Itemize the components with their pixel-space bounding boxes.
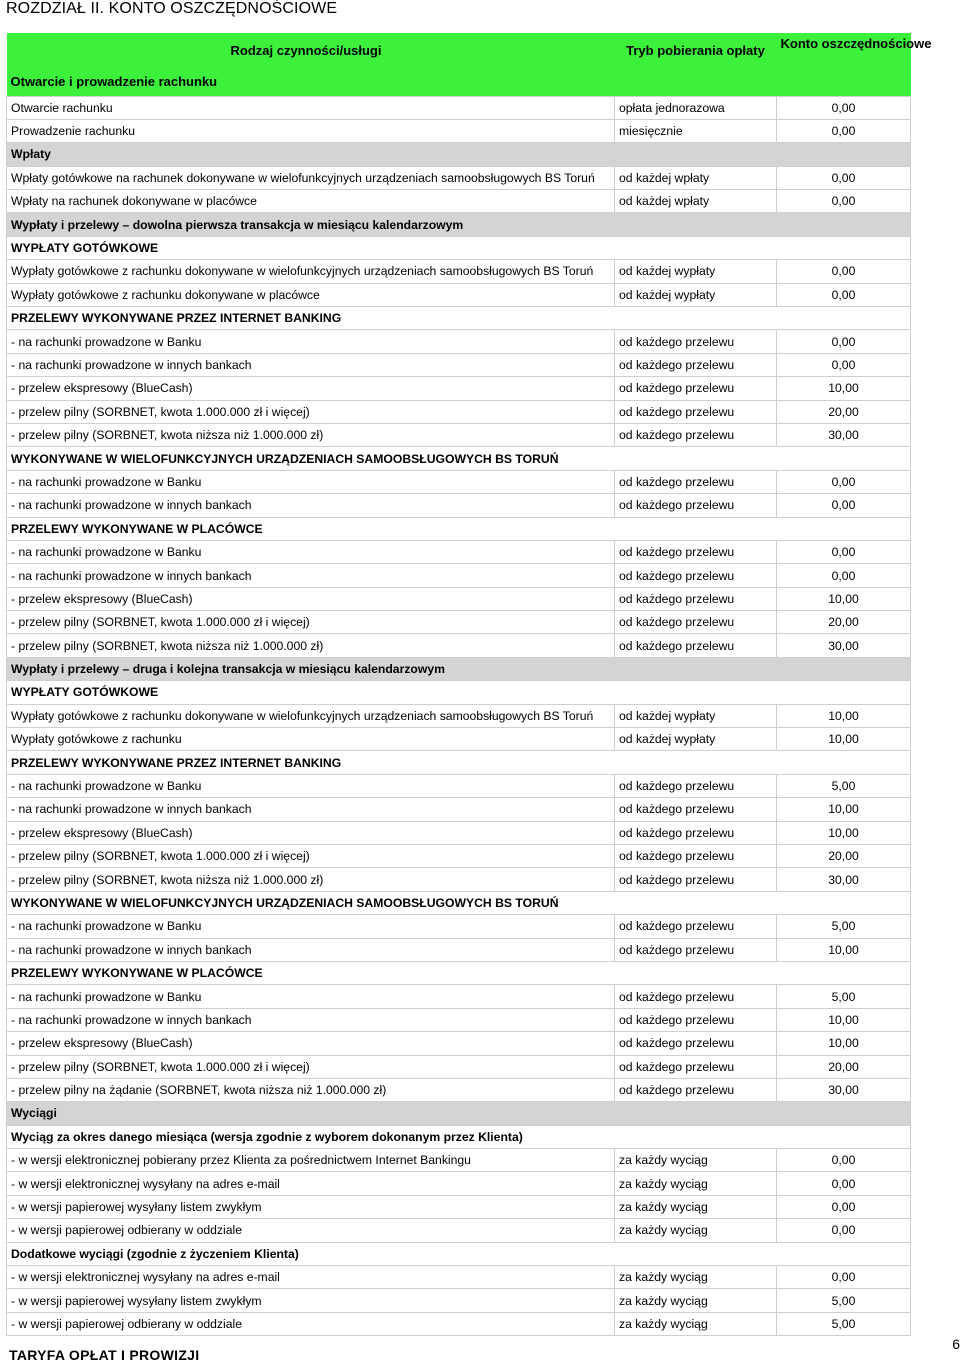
row-label: Prowadzenie rachunku [7,119,607,142]
row-mode: od każdego przelewu [615,868,777,891]
row-value: 5,00 [777,985,911,1008]
section-title: Wypłaty i przelewy – druga i kolejna transakcja w miesiącu kalendarzowym [7,657,911,680]
row-label: - przelew pilny (SORBNET, kwota 1.000.000 zł i więcej) [7,400,607,423]
row-label: - na rachunki prowadzone w innych bankach [7,798,607,821]
row-value: 0,00 [777,166,911,189]
subsection-title: WYPŁATY GOTÓWKOWE [7,236,911,259]
row-spacer [607,423,615,446]
row-spacer [607,494,615,517]
row-label: Wpłaty na rachunek dokonywane w placówce [7,190,607,213]
row-spacer [607,985,615,1008]
row-value: 0,00 [777,353,911,376]
row-mode: za każdy wyciąg [615,1149,777,1172]
row-value: 30,00 [777,868,911,891]
row-label: - przelew pilny na żądanie (SORBNET, kwota niższa niż 1.000.000 zł) [7,1078,607,1101]
row-spacer [607,377,615,400]
row-value: 0,00 [777,260,911,283]
row-value: 20,00 [777,611,911,634]
row-label: - na rachunki prowadzone w Banku [7,540,607,563]
table-row [7,1266,911,1289]
table-row [7,96,911,119]
table-row [7,540,911,563]
section-header [7,1102,911,1125]
row-mode: od każdego przelewu [615,564,777,587]
chapter-title: ROZDZIAŁ II. KONTO OSZCZĘDNOŚCIOWE [6,0,338,17]
row-value: 0,00 [777,1266,911,1289]
row-value: 0,00 [777,96,911,119]
subsection-header [7,751,911,774]
table-row [7,377,911,400]
table-row [7,1312,911,1335]
header-account: Konto oszczędnościowe [777,33,911,96]
row-mode: za każdy wyciąg [615,1219,777,1242]
header-service: Rodzaj czynności/usługi [230,43,382,58]
row-label: - w wersji papierowej odbierany w oddziale [7,1312,607,1335]
row-mode: od każdego przelewu [615,634,777,657]
footer-title: TARYFA OPŁAT I PROWIZJI [9,1347,200,1363]
row-mode: od każdego przelewu [615,845,777,868]
table-row [7,1219,911,1242]
row-mode: za każdy wyciąg [615,1195,777,1218]
row-value: 0,00 [777,1172,911,1195]
row-label: - na rachunki prowadzone w innych bankach [7,938,607,961]
table-row [7,728,911,751]
row-label: - przelew ekspresowy (BlueCash) [7,821,607,844]
row-value: 10,00 [777,728,911,751]
row-label: - w wersji elektronicznej wysyłany na adres e-mail [7,1172,607,1195]
row-value: 20,00 [777,845,911,868]
table-row [7,915,911,938]
subsection-title: PRZELEWY WYKONYWANE W PLACÓWCE [7,517,911,540]
table-row [7,423,911,446]
row-spacer [607,1149,615,1172]
row-label: - w wersji papierowej wysyłany listem zwykłym [7,1289,607,1312]
row-spacer [607,821,615,844]
header-mode: Tryb pobierania opłaty [615,33,777,96]
section-title: Wypłaty i przelewy – dowolna pierwsza transakcja w miesiącu kalendarzowym [7,213,911,236]
row-mode: od każdej wpłaty [615,190,777,213]
row-mode: opłata jednorazowa [615,96,777,119]
section-header [7,213,911,236]
row-spacer [607,704,615,727]
subsection-header [7,236,911,259]
row-label: - na rachunki prowadzone w innych bankach [7,353,607,376]
row-mode: za każdy wyciąg [615,1312,777,1335]
row-mode: od każdego przelewu [615,470,777,493]
row-value: 0,00 [777,1195,911,1218]
row-label: - w wersji papierowej wysyłany listem zwykłym [7,1195,607,1218]
subsection-title: PRZELEWY WYKONYWANE PRZEZ INTERNET BANKING [7,307,911,330]
row-mode: od każdego przelewu [615,330,777,353]
row-value: 5,00 [777,1289,911,1312]
table-row [7,868,911,891]
table-row [7,985,911,1008]
row-spacer [607,1008,615,1031]
subsection-title: WYKONYWANE W WIELOFUNKCYJNYCH URZĄDZENIACH SAMOOBSŁUGOWYCH BS TORUŃ [7,891,911,914]
row-spacer [607,774,615,797]
row-label: - przelew ekspresowy (BlueCash) [7,587,607,610]
row-value: 10,00 [777,1008,911,1031]
row-spacer [607,798,615,821]
row-spacer [607,1312,615,1335]
row-label: - na rachunki prowadzone w innych bankach [7,1008,607,1031]
row-spacer [607,611,615,634]
row-label: Wypłaty gotówkowe z rachunku dokonywane w placówce [7,283,607,306]
row-spacer [607,1078,615,1101]
row-mode: od każdego przelewu [615,400,777,423]
row-label: - przelew pilny (SORBNET, kwota 1.000.000 zł i więcej) [7,845,607,868]
row-spacer [607,564,615,587]
subsection-header [7,891,911,914]
row-spacer [607,260,615,283]
row-label: Wypłaty gotówkowe z rachunku [7,728,607,751]
subsection-title: Dodatkowe wyciągi (zgodnie z życzeniem Klienta) [7,1242,911,1265]
table-row [7,704,911,727]
row-spacer [607,1266,615,1289]
row-value: 0,00 [777,540,911,563]
row-label: - przelew pilny (SORBNET, kwota niższa niż 1.000.000 zł) [7,634,607,657]
row-spacer [607,1055,615,1078]
table-row [7,774,911,797]
row-value: 5,00 [777,774,911,797]
row-label: Wpłaty gotówkowe na rachunek dokonywane w wielofunkcyjnych urządzeniach samoobsługowych BS Toruń [7,166,607,189]
row-spacer [607,470,615,493]
table-row [7,494,911,517]
row-value: 10,00 [777,938,911,961]
row-spacer [607,915,615,938]
row-value: 5,00 [777,915,911,938]
row-mode: od każdej wypłaty [615,260,777,283]
table-row [7,634,911,657]
row-mode: od każdej wypłaty [615,728,777,751]
table-header [7,33,911,96]
row-value: 10,00 [777,377,911,400]
row-mode: od każdego przelewu [615,1032,777,1055]
subsection-title: PRZELEWY WYKONYWANE PRZEZ INTERNET BANKING [7,751,911,774]
row-value: 30,00 [777,423,911,446]
row-spacer [607,868,615,891]
row-value: 0,00 [777,330,911,353]
row-mode: od każdego przelewu [615,353,777,376]
row-spacer [607,587,615,610]
row-mode: od każdego przelewu [615,938,777,961]
table-row [7,1172,911,1195]
row-mode: miesięcznie [615,119,777,142]
row-value: 0,00 [777,283,911,306]
table-row [7,798,911,821]
row-mode: od każdego przelewu [615,1008,777,1031]
table-row [7,119,911,142]
row-label: - na rachunki prowadzone w Banku [7,774,607,797]
subsection-title: PRZELEWY WYKONYWANE W PLACÓWCE [7,961,911,984]
row-label: Otwarcie rachunku [7,96,607,119]
table-row [7,1055,911,1078]
row-spacer [607,938,615,961]
row-mode: od każdego przelewu [615,798,777,821]
row-label: Wypłaty gotówkowe z rachunku dokonywane w wielofunkcyjnych urządzeniach samoobsługowych BS Toruń [7,260,607,283]
table-row [7,330,911,353]
row-mode: od każdego przelewu [615,1078,777,1101]
row-label: - na rachunki prowadzone w Banku [7,330,607,353]
row-spacer [607,400,615,423]
row-value: 10,00 [777,821,911,844]
row-mode: za każdy wyciąg [615,1266,777,1289]
row-label: - na rachunki prowadzone w Banku [7,985,607,1008]
row-label: - na rachunki prowadzone w innych bankach [7,564,607,587]
row-mode: od każdego przelewu [615,611,777,634]
row-value: 10,00 [777,704,911,727]
row-spacer [607,1032,615,1055]
row-spacer [607,190,615,213]
row-spacer [607,634,615,657]
subsection-header [7,681,911,704]
row-value: 5,00 [777,1312,911,1335]
row-spacer [607,166,615,189]
row-spacer [607,283,615,306]
section-header [7,143,911,166]
row-value: 0,00 [777,1219,911,1242]
row-spacer [607,1219,615,1242]
table-row [7,190,911,213]
row-spacer [607,728,615,751]
row-label: - przelew pilny (SORBNET, kwota 1.000.000 zł i więcej) [7,611,607,634]
row-spacer [607,96,615,119]
subsection-title: Wyciąg za okres danego miesiąca (wersja zgodnie z wyborem dokonanym przez Klienta) [7,1125,911,1148]
row-label: - na rachunki prowadzone w innych bankach [7,494,607,517]
table-row [7,1289,911,1312]
table-row [7,400,911,423]
row-label: - w wersji elektronicznej pobierany przez Klienta za pośrednictwem Internet Bankingu [7,1149,607,1172]
header-section: Otwarcie i prowadzenie rachunku [10,74,218,89]
row-mode: od każdego przelewu [615,774,777,797]
subsection-header [7,307,911,330]
table-row [7,1195,911,1218]
table-row [7,587,911,610]
row-label: - w wersji papierowej odbierany w oddziale [7,1219,607,1242]
table-row [7,1032,911,1055]
subsection-header [7,961,911,984]
table-row [7,283,911,306]
subsection-header [7,1242,911,1265]
row-label: - na rachunki prowadzone w Banku [7,915,607,938]
row-value: 0,00 [777,470,911,493]
row-spacer [607,1289,615,1312]
subsection-header [7,447,911,470]
table-row [7,353,911,376]
row-mode: od każdego przelewu [615,587,777,610]
row-mode: od każdej wypłaty [615,704,777,727]
row-mode: za każdy wyciąg [615,1172,777,1195]
row-value: 0,00 [777,190,911,213]
row-value: 20,00 [777,400,911,423]
row-mode: od każdego przelewu [615,985,777,1008]
table-row [7,260,911,283]
row-spacer [607,353,615,376]
row-label: - przelew pilny (SORBNET, kwota 1.000.000 zł i więcej) [7,1055,607,1078]
row-value: 0,00 [777,494,911,517]
row-value: 0,00 [777,119,911,142]
row-spacer [607,1195,615,1218]
table-row [7,845,911,868]
row-spacer [607,1172,615,1195]
table-row [7,470,911,493]
table-row [7,166,911,189]
row-value: 20,00 [777,1055,911,1078]
row-mode: od każdego przelewu [615,821,777,844]
table-row [7,1078,911,1101]
row-mode: od każdego przelewu [615,423,777,446]
subsection-header [7,517,911,540]
page-number: 6 [952,1336,960,1352]
section-header [7,657,911,680]
row-value: 10,00 [777,1032,911,1055]
row-mode: od każdego przelewu [615,377,777,400]
section-title: Wpłaty [7,143,911,166]
row-spacer [607,330,615,353]
row-label: - przelew pilny (SORBNET, kwota niższa niż 1.000.000 zł) [7,423,607,446]
table-row [7,564,911,587]
row-label: - przelew ekspresowy (BlueCash) [7,377,607,400]
row-mode: od każdej wypłaty [615,283,777,306]
row-value: 0,00 [777,1149,911,1172]
row-spacer [607,845,615,868]
table-row [7,1008,911,1031]
row-spacer [607,119,615,142]
row-value: 30,00 [777,634,911,657]
table-row [7,611,911,634]
row-mode: od każdego przelewu [615,1055,777,1078]
table-row [7,1149,911,1172]
subsection-header [7,1125,911,1148]
subsection-title: WYKONYWANE W WIELOFUNKCYJNYCH URZĄDZENIACH SAMOOBSŁUGOWYCH BS TORUŃ [7,447,911,470]
row-spacer [607,540,615,563]
table-row [7,821,911,844]
row-mode: od każdego przelewu [615,494,777,517]
subsection-title: WYPŁATY GOTÓWKOWE [7,681,911,704]
row-value: 0,00 [777,564,911,587]
section-title: Wyciągi [7,1102,911,1125]
row-label: - przelew ekspresowy (BlueCash) [7,1032,607,1055]
row-value: 10,00 [777,587,911,610]
row-value: 30,00 [777,1078,911,1101]
fee-table [6,33,932,1336]
row-mode: od każdej wpłaty [615,166,777,189]
row-mode: od każdego przelewu [615,540,777,563]
table-row [7,938,911,961]
row-label: - przelew pilny (SORBNET, kwota niższa niż 1.000.000 zł) [7,868,607,891]
row-mode: od każdego przelewu [615,915,777,938]
row-label: - w wersji elektronicznej wysyłany na adres e-mail [7,1266,607,1289]
row-mode: za każdy wyciąg [615,1289,777,1312]
row-value: 10,00 [777,798,911,821]
row-label: Wypłaty gotówkowe z rachunku dokonywane w wielofunkcyjnych urządzeniach samoobsługowych BS Toruń [7,704,607,727]
row-label: - na rachunki prowadzone w Banku [7,470,607,493]
